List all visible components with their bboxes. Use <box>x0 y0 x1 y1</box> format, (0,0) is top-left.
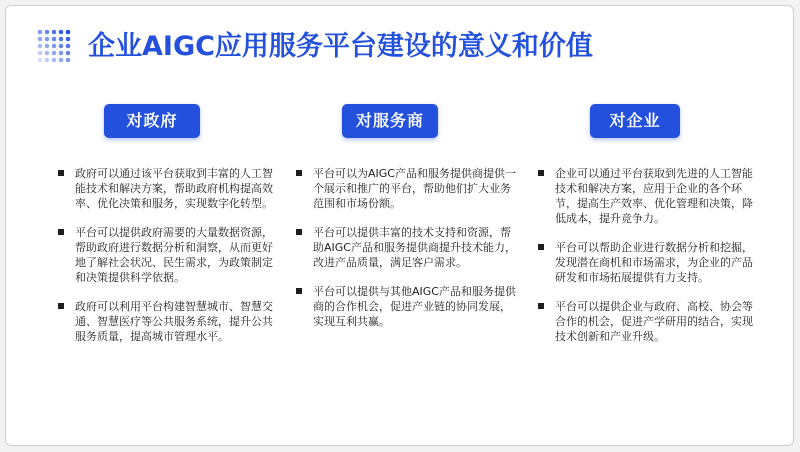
slide <box>5 5 794 446</box>
list-item <box>538 299 758 344</box>
list-item <box>58 166 278 211</box>
list-item-text: 平台可以帮助企业进行数据分析和挖掘，发现潜在商机和市场需求，为企业的产品研发和市场拓展提供有力支持。 <box>555 241 753 284</box>
square-bullet-icon <box>58 303 64 309</box>
list-item-text: 政府可以利用平台构建智慧城市、智慧交通、智慧医疗等公共服务系统，提升公共服务质量，提高城市管理水平。 <box>75 300 273 343</box>
column-government <box>58 104 278 358</box>
bullet-list <box>538 166 758 344</box>
square-bullet-icon <box>296 229 302 235</box>
square-bullet-icon <box>58 170 64 176</box>
bullet-list <box>58 166 278 344</box>
column-heading: 对政府 <box>104 104 200 138</box>
column-heading: 对企业 <box>590 104 680 138</box>
square-bullet-icon <box>296 288 302 294</box>
list-item <box>538 240 758 285</box>
list-item-text: 平台可以提供政府需要的大量数据资源，帮助政府进行数据分析和洞察，从而更好地了解社会状况、民生需求，为政策制定和决策提供科学依据。 <box>75 226 273 284</box>
list-item-text: 平台可以为AIGC产品和服务提供商提供一个展示和推广的平台，帮助他们扩大业务范围和市场份额。 <box>313 167 516 210</box>
square-bullet-icon <box>58 229 64 235</box>
column-service-provider <box>296 104 516 343</box>
dot-grid-icon <box>37 29 71 63</box>
list-item <box>296 166 516 211</box>
page-title: 企业AIGC应用服务平台建设的意义和价值 <box>88 31 593 62</box>
list-item <box>58 299 278 344</box>
bullet-list <box>296 166 516 329</box>
list-item-text: 政府可以通过该平台获取到丰富的人工智能技术和解决方案，帮助政府机构提高效率、优化决策和服务，实现数字化转型。 <box>75 167 273 210</box>
list-item-text: 平台可以提供企业与政府、高校、协会等合作的机会，促进产学研用的结合，实现技术创新和产业升级。 <box>555 300 753 343</box>
list-item <box>58 225 278 285</box>
list-item-text: 平台可以提供丰富的技术支持和资源，帮助AIGC产品和服务提供商提升技术能力，改进产品质量，满足客户需求。 <box>313 226 516 269</box>
square-bullet-icon <box>538 170 544 176</box>
square-bullet-icon <box>296 170 302 176</box>
column-enterprise <box>538 104 758 358</box>
list-item <box>538 166 758 226</box>
square-bullet-icon <box>538 303 544 309</box>
column-heading: 对服务商 <box>342 104 438 138</box>
list-item <box>296 284 516 329</box>
list-item-text: 平台可以提供与其他AIGC产品和服务提供商的合作机会，促进产业链的协同发展，实现互利共赢。 <box>313 285 516 328</box>
list-item-text: 企业可以通过平台获取到先进的人工智能技术和解决方案，应用于企业的各个环节，提高生产效率、优化管理和决策，降低成本，提升竞争力。 <box>555 167 753 225</box>
list-item <box>296 225 516 270</box>
square-bullet-icon <box>538 244 544 250</box>
